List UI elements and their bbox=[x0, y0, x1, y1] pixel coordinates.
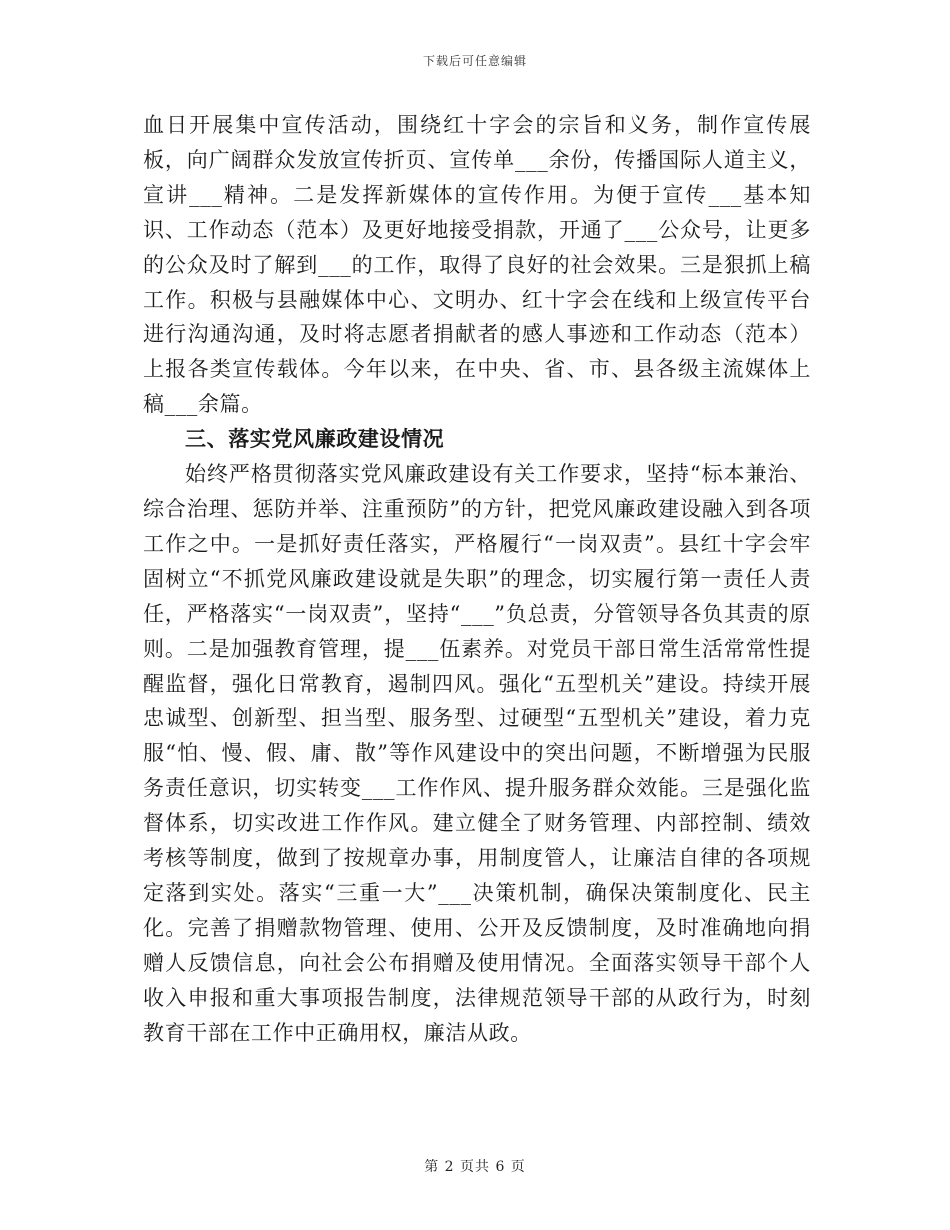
document-body bbox=[143, 108, 811, 1050]
page-number: 第 2 页共 6 页 bbox=[424, 1159, 526, 1175]
page-header: 下载后可任意编辑 bbox=[422, 54, 527, 68]
paragraph-continued: 血日开展集中宣传活动，围绕红十字会的宗旨和义务，制作宣传展板，向广阔群众发放宣传折页、宣传单___余份，传播国际人道主义，宣讲___精神。二是发挥新媒体的宣传作用。为便于宣传___基本知识、工作动态（范本）及更好地接受捐款，开通了___公众号，让更多的公众及时了解到___的工作，取得了良好的社会效果。三是狠抓上稿工作。积极与县融媒体中心、文明办、红十字会在线和上级宣传平台进行沟通沟通，及时将志愿者捐献者的感人事迹和工作动态（范本）上报各类宣传载体。今年以来，在中央、省、市、县各级主流媒体上稿___余篇。 bbox=[143, 113, 811, 417]
paragraph-section-3: 始终严格贯彻落实党风廉政建设有关工作要求，坚持“标本兼治、综合治理、惩防并举、注重预防”的方针，把党风廉政建设融入到各项工作之中。一是抓好责任落实，严格履行“一岗双责”。县红十字会牢固树立“不抓党风廉政建设就是失职”的理念，切实履行第一责任人责任，严格落实“一岗双责”，坚持“___”负总责，分管领导各负其责的原则。二是加强教育管理，提___伍素养。对党员干部日常生活常常性提醒监督，强化日常教育，遏制四风。强化“五型机关”建设。持续开展忠诚型、创新型、担当型、服务型、过硬型“五型机关”建设，着力克服“怕、慢、假、庸、散”等作风建设中的突出问题，不断增强为民服务责任意识，切实转变___工作作风、提升服务群众效能。三是强化监督体系，切实改进工作作风。建立健全了财务管理、内部控制、绩效考核等制度，做到了按规章办事，用制度管人，让廉洁自律的各项规定落到实处。落实“三重一大”___决策机制，确保决策制度化、民主化。完善了捐赠款物管理、使用、公开及反馈制度，及时准确地向捐赠人反馈信息，向社会公布捐赠及使用情况。全面落实领导干部个人收入申报和重大事项报告制度，法律规范领导干部的从政行为，时刻教育干部在工作中正确用权，廉洁从政。 bbox=[143, 462, 811, 1045]
section-heading: 三、落实党风廉政建设情况 bbox=[185, 426, 445, 452]
